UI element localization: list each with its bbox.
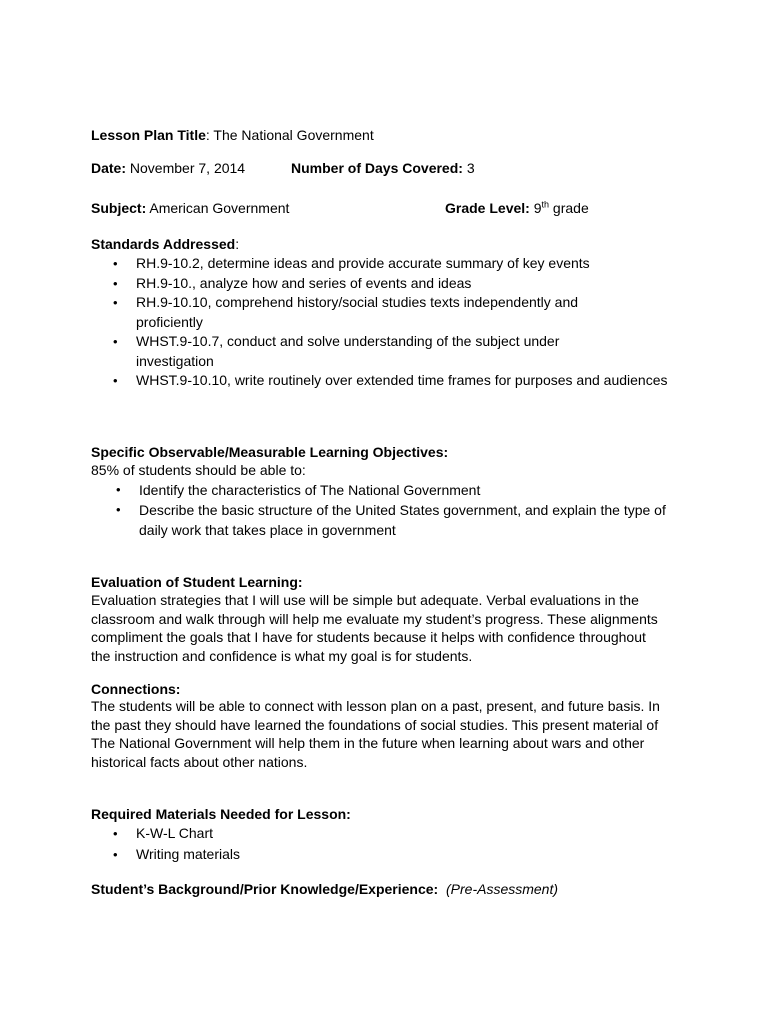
materials-heading [91, 805, 351, 823]
grade-level-label: Grade Level: [445, 200, 530, 216]
bullet-icon: • [113, 256, 118, 271]
date-label: Date: [91, 160, 127, 176]
standards-list-wrap [91, 254, 691, 391]
standards-heading-colon: : [235, 236, 240, 252]
evaluation-heading [91, 573, 303, 591]
days-covered-line [291, 159, 475, 177]
background-line [91, 880, 558, 898]
bullet-icon: • [113, 295, 118, 310]
connections-text: The students will be able to connect with lesson plan on a past, present, and future basis. In the past they should have learned the foundations of social studies. This present material of The National Government will help them in the future when learning about wars and other historical facts about other nations. [91, 698, 660, 770]
date-line [91, 159, 245, 177]
list-item [91, 274, 691, 294]
list-item [91, 293, 626, 332]
standard-text: RH.9-10., analyze how and series of events and ideas [136, 274, 472, 291]
days-covered-value: 3 [462, 160, 475, 176]
objective-text: Describe the basic structure of the United States government, and explain the type of daily work that takes place in government [139, 502, 666, 538]
bullet-icon: • [113, 334, 118, 349]
standard-text: WHST.9-10.10, write routinely over extended time frames for purposes and audiences [136, 372, 668, 388]
bullet-icon: • [113, 826, 118, 841]
bullet-icon: • [113, 847, 118, 862]
standards-heading-text: Standards Addressed [91, 236, 236, 252]
grade-level-line [445, 199, 589, 217]
lesson-plan-title-line [91, 126, 374, 144]
standard-text: RH.9-10.2, determine ideas and provide accurate summary of key events [136, 255, 590, 271]
title-label: Lesson Plan Title [91, 127, 206, 143]
background-note: (Pre-Assessment) [446, 881, 559, 897]
list-item [91, 500, 679, 540]
bullet-icon: • [113, 373, 118, 388]
bullet-icon: • [113, 275, 118, 291]
background-heading: Student’s Background/Prior Knowledge/Experience: [91, 881, 439, 897]
connections-heading-text: Connections: [91, 681, 181, 697]
grade-level-unit: grade [549, 200, 589, 216]
list-item [91, 371, 691, 391]
list-item [91, 480, 679, 500]
standards-list [91, 254, 691, 391]
subject-value: American Government [146, 200, 290, 216]
grade-level-suffix: th [541, 199, 550, 210]
date-value: November 7, 2014 [126, 160, 246, 176]
objectives-list [91, 480, 679, 540]
bullet-icon: • [116, 502, 121, 517]
material-text: Writing materials [136, 846, 240, 862]
grade-level-number: 9 [529, 200, 542, 216]
evaluation-heading-text: Evaluation of Student Learning: [91, 574, 303, 590]
standard-text: WHST.9-10.7, conduct and solve understanding of the subject under investigation [136, 333, 560, 369]
objectives-list-wrap [91, 480, 679, 540]
standard-text: RH.9-10.10, comprehend history/social studies texts independently and proficiently [136, 294, 579, 330]
objectives-heading-text: Specific Observable/Measurable Learning Objectives: [91, 444, 449, 460]
connections-heading [91, 680, 180, 698]
materials-heading-text: Required Materials Needed for Lesson: [91, 806, 351, 822]
list-item [91, 823, 691, 844]
materials-list-wrap [91, 823, 691, 865]
list-item [91, 332, 626, 371]
evaluation-text: Evaluation strategies that I will use will be simple but adequate. Verbal evaluations in the classroom and walk through will help me evaluate my student’s progress. These alignments compliment the goals that I have for students because it helps with confidence throughout the instruction and confidence is what my goal is for students. [91, 592, 658, 664]
days-covered-label: Number of Days Covered: [291, 160, 463, 176]
objective-text: Identify the characteristics of The National Government [139, 482, 481, 498]
bullet-icon: • [116, 482, 121, 497]
list-item [91, 844, 691, 865]
standards-heading [91, 235, 239, 253]
materials-list [91, 823, 691, 865]
material-text: K-W-L Chart [136, 825, 214, 841]
subject-label: Subject: [91, 200, 147, 216]
objectives-heading [91, 443, 448, 461]
subject-line [91, 199, 289, 217]
objectives-intro: 85% of students should be able to: [91, 462, 306, 478]
title-value: : The National Government [205, 127, 374, 143]
list-item [91, 254, 691, 274]
